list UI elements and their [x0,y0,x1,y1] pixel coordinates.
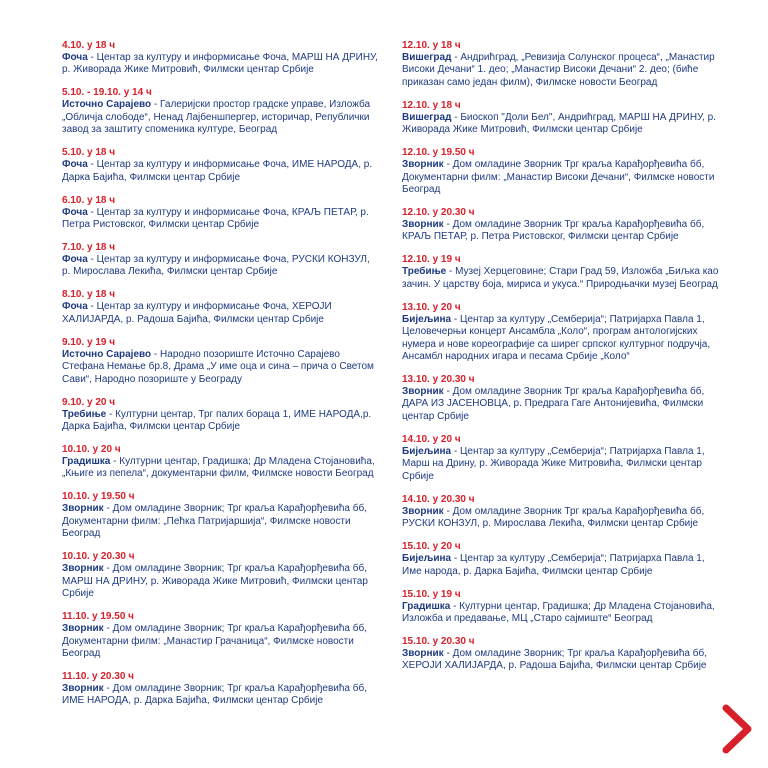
event-description [62,52,380,77]
event-place: Источно Сарајево [62,99,152,111]
event-details: - Центар за културу „Семберија“; Патријарха Павла 1, Име народа, р. Дарка Бајића, Филмски центар Србије [402,553,705,577]
event-details: - Андрићград, „Ревизија Солунског процеса“, „Манастир Високи Дечани“ 1. део; „Манастир Високи Дечани“ 2. део; (биће приказан само један филм), Филмске новости Београд [402,52,715,88]
event-place: Бијељина [402,553,452,565]
event-date: 4.10. у 18 ч [62,40,116,51]
event-description [402,314,720,364]
event-place: Фоча [62,301,88,313]
event-details: - Дом омладине Зворник; Трг краља Карађорђевића бб, МАРШ НА ДРИНУ, р. Живорада Жике Митровић, Филмски центар Србије [62,563,368,600]
event-details: - Дом омладине Зворник Трг краља Карађорђевића бб, Документарни филм: „Манастир Високи Дечани“, Филмске новости Београд [402,159,715,196]
event-description [402,52,720,89]
event-description [62,623,380,660]
event-place: Фоча [62,159,88,171]
event-details: - Културни центар, Градишка; Др Младена Стојановића, Изложба и предавање, МЦ „Старо сајмиште“ Београд [402,600,715,624]
event-details: - Дом омладине Зворник; Трг краља Карађорђевића бб, Документарни филм: „Манастир Грачаница“, Филмске новости Београд [62,623,367,659]
event-details: - Музеј Херцеговине; Стари Град 59, Изложба „Биљка као зачин. У царству боја, мириса и укуса.“ Природњачки музеј Београд [402,266,719,290]
event-description [402,553,720,578]
event-details: - Центар за културу и информисање Фоча, РУСКИ КОНЗУЛ, р. Мирослава Лекића, Филмски центар Србије [62,254,370,278]
event-date: 10.10. у 19.50 ч [62,491,135,503]
event-item [402,254,720,291]
event-description [402,112,720,137]
event-description [402,386,720,423]
event-details: - Дом омладине Зворник; Трг краља Карађорђевића бб, Документарни филм: „Пећка Патријаршија“, Филмске новости Београд [62,503,367,540]
event-item [62,611,380,660]
event-date: 15.10. у 20.30 ч [402,635,475,647]
event-details: - Дом омладине Зворник; Трг краља Карађорђевића бб, ИМЕ НАРОДА, р. Дарка Бајића, Филмски центар Србије [62,682,367,707]
event-place: Зворник [62,563,104,575]
event-place: Зворник [62,503,104,515]
event-date: 12.10. у 18 ч [402,40,461,51]
event-date: 7.10. у 18 ч [62,242,116,254]
event-item [402,302,720,364]
event-item [62,397,380,434]
event-item [62,289,380,326]
event-item [62,551,380,600]
event-item [62,337,380,386]
event-item [402,40,720,89]
event-date: 5.10. у 18 ч [62,147,116,159]
event-details: - Дом омладине Зворник Трг краља Карађорђевића бб, КРАЉ ПЕТАР, р. Петра Ристовског, Филмски центар Србије [402,219,705,243]
event-place: Градишка [62,456,111,468]
event-place: Градишка [402,600,451,612]
event-details: - Дом омладине Зворник Трг краља Карађорђевића бб, РУСКИ КОНЗУЛ, р. Мирослава Лекића, Филмски центар Србије [402,505,705,530]
events-column-left [62,40,380,718]
event-description [402,219,720,244]
event-place: Требиње [402,266,447,278]
event-details: - Културни центар, Трг палих бораца 1, ИМЕ НАРОДА,р. Дарка Бајића, Филмски центар Србије [62,408,372,433]
event-date: 14.10. у 20 ч [402,433,461,445]
chevron-right-icon[interactable] [716,704,760,754]
event-place: Фоча [62,52,88,63]
event-description [402,159,720,196]
event-details: - Центар за културу „Семберија“; Патријарха Павла 1, Марш на Дрину, р. Живорада Жике Митровића, Филмски центар Србије [402,445,705,482]
event-date: 15.10. у 20 ч [402,541,461,553]
event-place: Вишеград [402,52,452,63]
event-details: - Културни центар, Градишка; Др Младена Стојановића, „Књиге из пепела“, документарни филм, Филмске новости Београд [62,456,375,480]
event-description [62,503,380,540]
event-date: 14.10. у 20.30 ч [402,493,475,505]
event-date: 11.10. у 19.50 ч [62,611,134,623]
event-description [402,266,720,291]
event-date: 9.10. у 19 ч [62,336,116,348]
event-date: 13.10. у 20.30 ч [402,374,475,386]
event-date: 9.10. у 20 ч [62,396,116,408]
event-item [62,195,380,232]
event-date: 5.10. - 19.10. у 14 ч [62,87,152,99]
event-date: 12.10. у 20.30 ч [402,207,475,219]
event-description [402,506,720,531]
event-item [62,40,380,77]
event-date: 10.10. у 20 ч [62,444,121,456]
event-details: - Центар за културу и информисање Фоча, ИМЕ НАРОДА, р. Дарка Бајића, Филмски центар Србије [62,159,373,183]
event-item [402,541,720,578]
event-date: 12.10. у 19 ч [402,254,461,266]
event-description [62,207,380,232]
event-item [402,374,720,423]
event-description [402,648,720,673]
event-details: - Галеријски простор градске управе, Изложба „Обличја слободе“, Ненад Лајбеншпергер, историчар, Републички завод за заштиту споменика културе, Београд [62,99,371,136]
event-item [402,100,720,137]
event-place: Зворник [402,159,444,171]
event-details: - Центар за културу и информисање Фоча, МАРШ НА ДРИНУ, р. Живорада Жике Митровић, Филмски центар Србије [62,52,378,76]
event-description [402,601,720,626]
event-details: - Дом омладине Зворник Трг краља Карађорђевића бб, ДАРА ИЗ ЈАСЕНОВЦА, р. Предрага Гаге Антонијевића, Филмски центар Србије [402,386,705,422]
event-item [402,147,720,196]
events-column-right [402,40,720,683]
event-description [62,563,380,600]
event-place: Зворник [402,219,444,231]
event-description [62,99,380,136]
event-place: Вишеград [402,111,452,123]
event-description [62,349,380,386]
event-item [62,491,380,540]
event-place: Источно Сарајево [62,348,152,360]
event-place: Зворник [62,623,104,635]
event-date: 13.10. у 20 ч [402,301,461,313]
event-item [402,589,720,626]
event-place: Бијељина [402,313,452,325]
event-description [62,409,380,434]
event-place: Требиње [62,408,107,420]
event-description [62,254,380,279]
event-date: 12.10. у 18 ч [402,99,461,111]
event-place: Зворник [402,386,444,398]
event-details: - Центар за културу и информисање Фоча, ХЕРОЈИ ХАЛИЈАРДА, р. Радоша Бајића, Филмски центар Србије [62,301,332,325]
event-details: - Народно позориште Источно Сарајево Стефана Немање бр.8, Драма „У име оца и сина – прича о Светом Сави“, Народно позориште у Београду [62,348,374,385]
event-description [402,446,720,483]
event-item [62,147,380,184]
event-item [402,207,720,244]
event-date: 12.10. у 19.50 ч [402,147,475,159]
event-details: - Центар за културу и информисање Фоча, КРАЉ ПЕТАР, р. Петра Ристовског, Филмски центар Србије [62,206,369,231]
event-place: Зворник [402,505,444,517]
event-description [62,159,380,184]
event-date: 8.10. у 18 ч [62,289,116,301]
event-description [62,456,380,481]
event-details: - Дом омладине Зворник; Трг краља Карађорђевића бб, ХЕРОЈИ ХАЛИЈАРДА, р. Радоша Бајића, Филмски центар Србије [402,647,707,672]
event-item [62,87,380,136]
event-place: Зворник [62,682,104,694]
event-item [62,671,380,708]
event-description [62,683,380,708]
event-date: 10.10. у 20.30 ч [62,551,135,563]
event-description [62,301,380,326]
event-item [62,242,380,279]
event-item [402,636,720,673]
event-place: Зворник [402,647,444,659]
event-place: Фоча [62,254,88,266]
event-date: 15.10. у 19 ч [402,588,461,600]
event-place: Фоча [62,206,88,218]
event-details: - Центар за културу „Семберија“; Патријарха Павла 1, Целовечерњи концерт Ансамбла „Коло“, програм антологијских нумера и нове кореографије са ширег српског културног подручја, Ансамбл народних игара и песама Србије „Коло“ [402,313,711,363]
event-date: 6.10. у 18 ч [62,194,116,206]
event-item [402,434,720,483]
event-item [402,494,720,531]
event-place: Бијељина [402,445,452,457]
event-date: 11.10. у 20.30 ч [62,670,134,682]
event-details: - Биоскоп "Доли Бел", Андрићград, МАРШ НА ДРИНУ, р. Живорада Жике Митровић, Филмски центар Србије [402,111,716,136]
event-item [62,444,380,481]
